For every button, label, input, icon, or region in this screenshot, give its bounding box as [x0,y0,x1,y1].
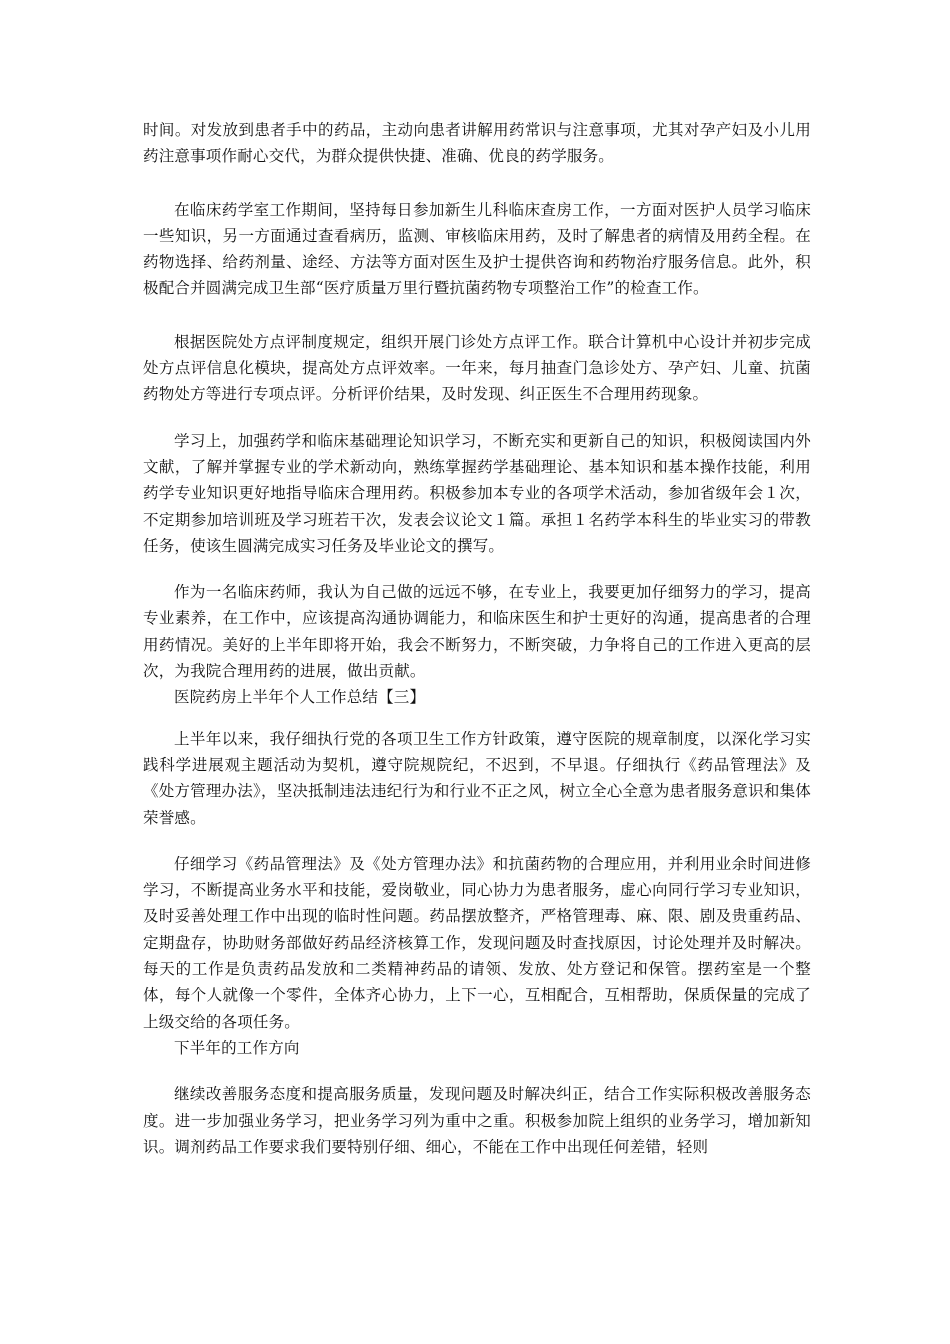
paragraph-study: 学习上，加强药学和临床基础理论知识学习，不断充实和更新自己的知识，积极阅读国内外文献，了解并掌握专业的学术新动向，熟练掌握药学基础理论、基本知识和基本操作技能，利用药学专业知识更好地指导临床合理用药。积极参加本专业的各项学术活动，参加省级年会１次，不定期参加培训班及学习班若干次，发表会议论文１篇。承担１名药学本科生的毕业实习的带教任务，使该生圆满完成实习任务及毕业论文的撰写。 [143,431,811,555]
paragraph-discipline: 上半年以来，我仔细执行党的各项卫生工作方针政策，遵守医院的规章制度，以深化学习实践科学进展观主题活动为契机，遵守院规院纪，不迟到，不早退。仔细执行《药品管理法》及《处方管理办法》，坚决抵制违法违纪行为和行业不正之风，树立全心全意为患者服务意识和集体荣誉感。 [143,729,811,827]
section-heading-three: 医院药房上半年个人工作总结【三】 [174,688,426,707]
paragraph-clinical-pharmacy: 在临床药学室工作期间，坚持每日参加新生儿科临床查房工作，一方面对医护人员学习临床一些知识，另一方面通过查看病历，监测、审核临床用药，及时了解患者的病情及用药全程。在药物选择、给药剂量、途经、方法等方面对医生及护士提供咨询和药物治疗服务信息。此外，积极配合并圆满完成卫生部“医疗质量万里行暨抗菌药物专项整治工作”的检查工作。 [143,200,811,298]
paragraph-daily-work: 仔细学习《药品管理法》及《处方管理办法》和抗菌药物的合理应用，并利用业余时间进修学习，不断提高业务水平和技能，爱岗敬业，同心协力为患者服务，虚心向同行学习专业知识，及时妥善处理工作中出现的临时性问题。药品摆放整齐，严格管理毒、麻、限、剧及贵重药品、定期盘存，协助财务部做好药品经济核算工作，发现问题及时查找原因，讨论处理并及时解决。每天的工作是负责药品发放和二类精神药品的请领、发放、处方登记和保管。摆药室是一个整体，每个人就像一个零件，全体齐心协力，上下一心，互相配合，互相帮助，保质保量的完成了上级交给的各项任务。 [143,854,811,1031]
paragraph-continuation: 时间。对发放到患者手中的药品，主动向患者讲解用药常识与注意事项，尤其对孕产妇及小儿用药注意事项作耐心交代，为群众提供快捷、准确、优良的药学服务。 [143,121,811,166]
paragraph-next-half-plan: 继续改善服务态度和提高服务质量，发现问题及时解决纠正，结合工作实际积极改善服务态度。进一步加强业务学习，把业务学习列为重中之重。积极参加院上组织的业务学习，增加新知识。调剂药品工作要求我们要特别仔细、细心，不能在工作中出现任何差错，轻则 [143,1085,811,1156]
paragraph-prescription-review: 根据医院处方点评制度规定，组织开展门诊处方点评工作。联合计算机中心设计并初步完成处方点评信息化模块，提高处方点评效率。一年来，每月抽查门急诊处方、孕产妇、儿童、抗菌药物处方等进行专项点评。分析评价结果，及时发现、纠正医生不合理用药现象。 [143,332,811,404]
paragraph-self-reflection: 作为一名临床药师，我认为自己做的远远不够，在专业上，我要更加仔细努力的学习，提高专业素养，在工作中，应该提高沟通协调能力，和临床医生和护士更好的沟通，提高患者的合理用药情况。美好的上半年即将开始，我会不断努力，不断突破，力争将自己的工作进入更高的层次，为我院合理用药的进展，做出贡献。 [143,583,811,681]
section-heading-next-half: 下半年的工作方向 [174,1038,300,1057]
document-page [143,117,811,1160]
